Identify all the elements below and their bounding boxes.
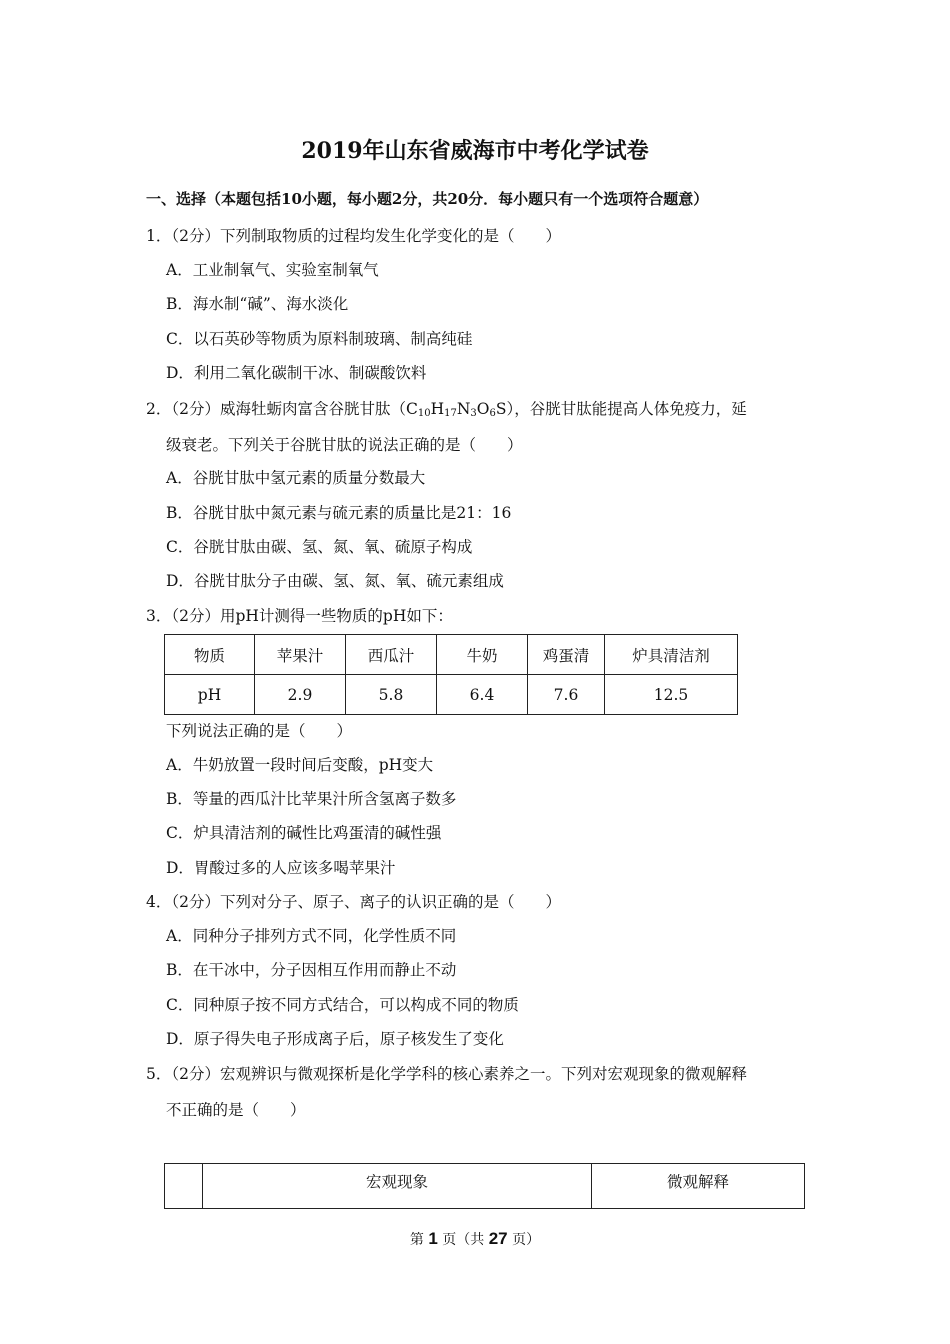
table-cell: 炉具清洁剂 (605, 635, 738, 675)
table-cell: 宏观现象 (203, 1164, 592, 1209)
table-cell: 微观解释 (592, 1164, 805, 1209)
page-total: 27 (488, 1229, 508, 1248)
question-1-option-b: B．海水制“碱”、海水淡化 (166, 295, 349, 313)
question-3-option-b: B．等量的西瓜汁比苹果汁所含氢离子数多 (166, 790, 457, 808)
question-2-option-c: C．谷胱甘肽由碳、氢、氮、氧、硫原子构成 (166, 538, 473, 556)
question-2-option-a: A．谷胱甘肽中氢元素的质量分数最大 (166, 469, 426, 487)
question-4-stem: 4．（2分）下列对分子、原子、离子的认识正确的是（ ） (146, 893, 561, 911)
question-4-option-a: A．同种分子排列方式不同，化学性质不同 (166, 927, 457, 945)
table-cell: 物质 (165, 635, 255, 675)
question-3-prompt: 下列说法正确的是（ ） (166, 722, 353, 740)
table-cell: 苹果汁 (255, 635, 346, 675)
table-cell (165, 1164, 203, 1209)
question-1-stem: 1．（2分）下列制取物质的过程均发生化学变化的是（ ） (146, 227, 561, 245)
table-cell: 7.6 (528, 675, 605, 715)
page-title: 2019年山东省威海市中考化学试卷 (301, 138, 649, 164)
question-3-option-a: A．牛奶放置一段时间后变酸，pH变大 (166, 756, 434, 774)
question-4-option-c: C．同种原子按不同方式结合，可以构成不同的物质 (166, 996, 519, 1014)
table-cell: 2.9 (255, 675, 346, 715)
question-3-stem: 3．（2分）用pH计测得一些物质的pH如下： (146, 607, 453, 625)
section-heading: 一、选择（本题包括10小题，每小题2分，共20分．每小题只有一个选项符合题意） (146, 190, 709, 208)
table-row (165, 635, 738, 675)
question-3-option-c: C．炉具清洁剂的碱性比鸡蛋清的碱性强 (166, 824, 442, 842)
table-cell: pH (165, 675, 255, 715)
table-row (165, 675, 738, 715)
question-2-option-b: B．谷胱甘肽中氮元素与硫元素的质量比是21：16 (166, 504, 512, 522)
question-3-option-d: D．胃酸过多的人应该多喝苹果汁 (166, 859, 396, 877)
question-2-stem: 2．（2分）威海牡蛎肉富含谷胱甘肽$(C_{10}H_{17}N_3O_6S)$，谷胱甘肽能提高人体免疫力，延 (146, 400, 747, 419)
table-cell: 5.8 (346, 675, 437, 715)
macro-micro-table (164, 1163, 805, 1209)
question-2-option-d: D．谷胱甘肽分子由碳、氢、氮、氧、硫元素组成 (166, 572, 504, 590)
question-4-option-d: D．原子得失电子形成离子后，原子核发生了变化 (166, 1030, 504, 1048)
question-1-option-d: D．利用二氧化碳制干冰、制碳酸饮料 (166, 364, 427, 382)
table-cell: 西瓜汁 (346, 635, 437, 675)
table-cell: 12.5 (605, 675, 738, 715)
table-cell: 牛奶 (437, 635, 528, 675)
table-row (165, 1164, 805, 1209)
page-footer: 第 1 页（共 27 页） (409, 1229, 541, 1248)
page-number: 1 (428, 1229, 438, 1248)
question-4-option-b: B．在干冰中，分子因相互作用而静止不动 (166, 961, 457, 979)
ph-table (164, 634, 738, 715)
question-5-stem-continued: 不正确的是（ ） (166, 1101, 306, 1119)
question-1-option-a: A．工业制氧气、实验室制氧气 (166, 261, 379, 279)
question-1-option-c: C．以石英砂等物质为原料制玻璃、制高纯硅 (166, 330, 473, 348)
table-cell: 6.4 (437, 675, 528, 715)
question-5-stem: 5．（2分）宏观辨识与微观探析是化学学科的核心素养之一。下列对宏观现象的微观解释 (146, 1065, 747, 1083)
question-2-stem-continued: 级衰老。下列关于谷胱甘肽的说法正确的是（ ） (166, 436, 523, 454)
table-cell: 鸡蛋清 (528, 635, 605, 675)
